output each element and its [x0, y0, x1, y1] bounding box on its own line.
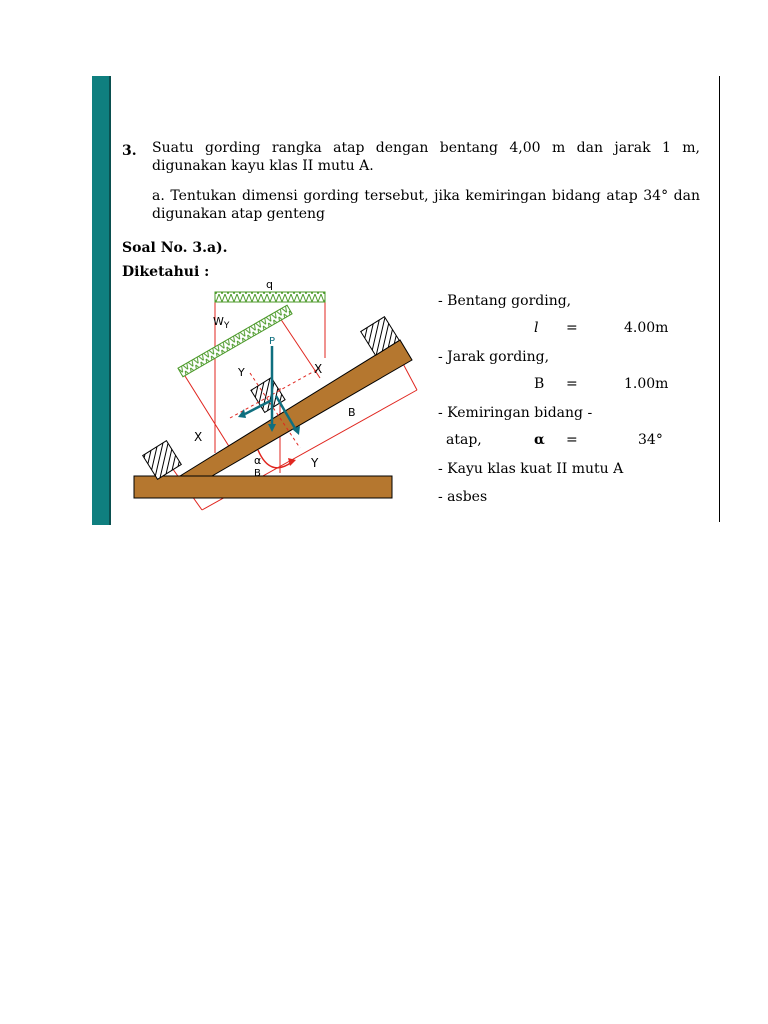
given-slope-eq: = — [566, 432, 578, 448]
label-q: q — [266, 278, 273, 291]
given-slope-label-2: atap, — [446, 432, 482, 448]
left-accent-bar — [92, 76, 109, 525]
ground-beam — [134, 476, 392, 498]
given-wood-class: - Kayu klas kuat II mutu A — [438, 461, 624, 477]
given-spacing-eq: = — [566, 376, 578, 392]
right-border-line — [719, 76, 720, 522]
given-span-label: - Bentang gording, — [438, 293, 572, 309]
angle-arc — [258, 450, 292, 468]
given-span-value: 4.00m — [624, 320, 669, 336]
given-spacing-label: - Jarak gording, — [438, 349, 550, 365]
label-y-bottom: Y — [311, 456, 319, 470]
question-part-a: a. Tentukan dimensi gording tersebut, jika kemiringan bidang atap 34° dan digunakan atap genteng — [152, 188, 700, 222]
label-p: P — [269, 336, 276, 347]
load-strip-q — [215, 292, 325, 302]
given-slope-symbol: α — [534, 432, 545, 448]
given-span-eq: = — [566, 320, 578, 336]
given-spacing-symbol: B — [534, 376, 545, 392]
label-x-top: X — [314, 362, 323, 376]
label-y-top: Y — [238, 366, 245, 379]
given-slope-label: - Kemiringan bidang - — [438, 405, 593, 421]
given-span-symbol: l — [534, 320, 539, 336]
given-slope-value: 34° — [638, 432, 663, 448]
roof-purlin-diagram — [120, 278, 430, 518]
given-roof: - asbes — [438, 489, 488, 505]
left-accent-shadow — [109, 76, 111, 525]
question-number: 3. — [122, 143, 137, 159]
label-x-left: X — [194, 430, 203, 444]
label-b-slope: B — [348, 406, 356, 419]
label-alpha: α — [254, 454, 262, 467]
question-text: Suatu gording rangka atap dengan bentang 4,00 m dan jarak 1 m, digunakan kayu klas II mutu A. — [152, 140, 700, 174]
section-title: Soal No. 3.a). — [122, 240, 228, 256]
label-wy: $W_Y$ — [213, 315, 230, 331]
given-spacing-value: 1.00m — [624, 376, 669, 392]
label-b-bottom: B — [254, 468, 261, 479]
known-title: Diketahui : — [122, 264, 210, 280]
